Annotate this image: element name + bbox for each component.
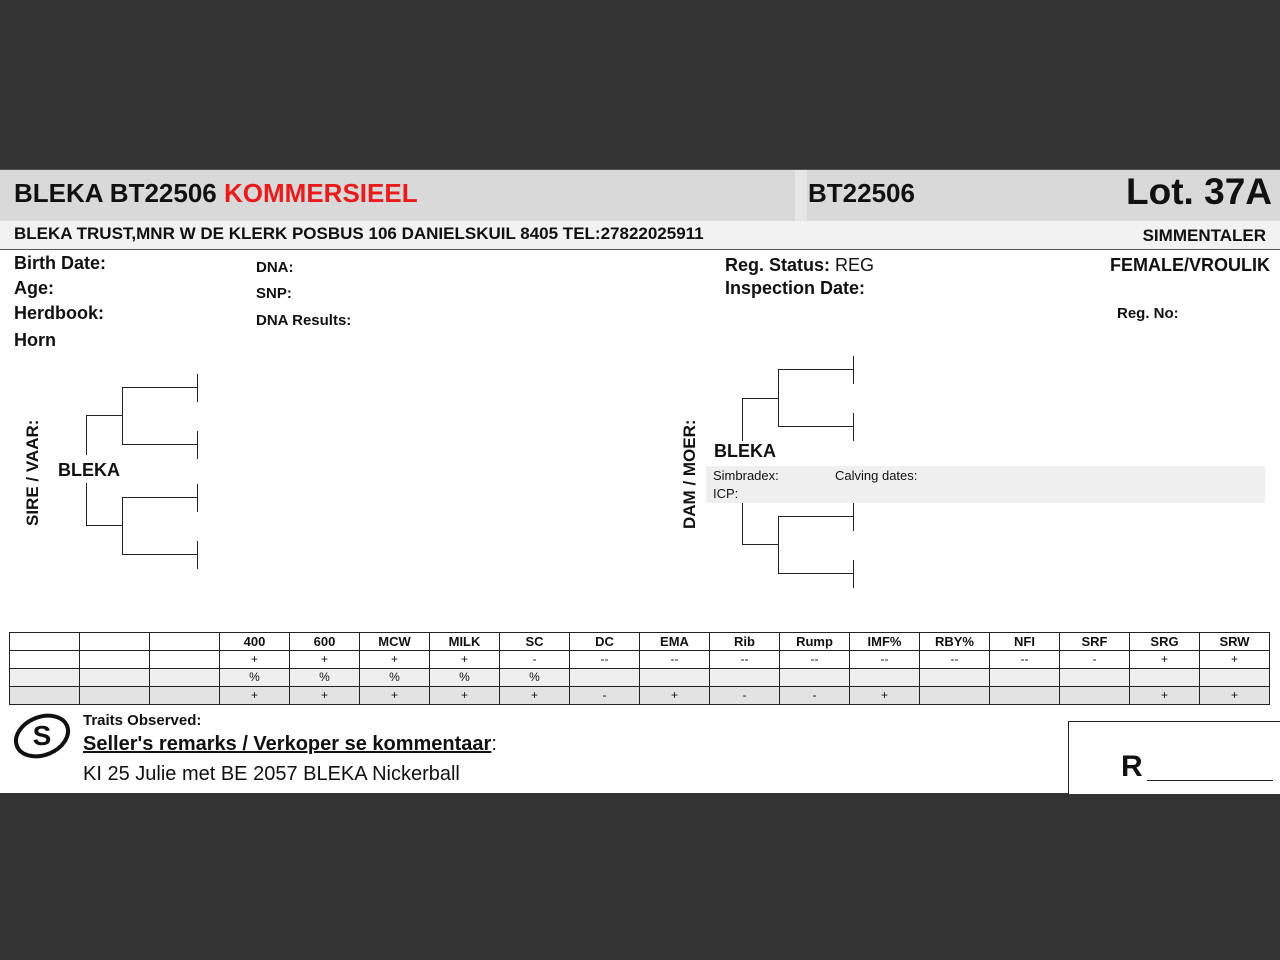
sex-label: FEMALE/VROULIK	[1110, 255, 1270, 275]
epd-cell: %	[290, 669, 360, 687]
epd-cell	[150, 669, 220, 687]
epd-row	[10, 687, 1270, 705]
epd-cell	[850, 669, 920, 687]
header-divider	[795, 170, 807, 221]
seller-logo-icon	[11, 709, 75, 765]
remarks-heading-text: Seller's remarks / Verkoper se kommentaar	[83, 733, 492, 755]
dam-name: BLEKA	[714, 441, 776, 461]
epd-cell: --	[570, 651, 640, 669]
epd-cell	[990, 687, 1060, 705]
epd-cell	[1130, 669, 1200, 687]
reg-status-label: Reg. Status:	[725, 255, 831, 275]
epd-cell	[570, 669, 640, 687]
epd-header-cell	[150, 633, 220, 651]
epd-cell: %	[430, 669, 500, 687]
epd-header-cell: SRW	[1200, 633, 1270, 651]
epd-cell: +	[1200, 687, 1270, 705]
epd-cell	[780, 669, 850, 687]
epd-cell	[150, 687, 220, 705]
birth-date-label: Birth Date:	[14, 253, 107, 273]
horn-label: Horn	[14, 330, 56, 350]
sire-name: BLEKA	[58, 460, 120, 480]
epd-cell: --	[710, 651, 780, 669]
dna-label: DNA:	[256, 259, 294, 276]
epd-cell	[10, 669, 80, 687]
owner-band	[0, 221, 1280, 250]
epd-cell: --	[640, 651, 710, 669]
epd-header-cell: DC	[570, 633, 640, 651]
epd-cell	[80, 669, 150, 687]
epd-cell	[1200, 669, 1270, 687]
epd-header-cell: SRG	[1130, 633, 1200, 651]
reg-status	[725, 255, 874, 276]
reg-status-value: REG	[835, 255, 875, 275]
reg-no-label: Reg. No:	[1117, 305, 1179, 322]
owner-details: BLEKA TRUST,MNR W DE KLERK POSBUS 106 DANIELSKUIL 8405 TEL:27822025911	[14, 224, 704, 243]
epd-cell: -	[570, 687, 640, 705]
epd-cell: -	[1060, 651, 1130, 669]
icp-label: ICP:	[713, 486, 739, 501]
epd-cell: +	[290, 651, 360, 669]
animal-code: BT22506	[808, 178, 915, 208]
traits-observed-label: Traits Observed:	[83, 712, 202, 729]
dna-results-label: DNA Results:	[256, 312, 352, 329]
epd-header-cell	[80, 633, 150, 651]
price-line	[1147, 780, 1273, 781]
epd-cell: %	[360, 669, 430, 687]
epd-header-cell: SRF	[1060, 633, 1130, 651]
epd-header-cell: IMF%	[850, 633, 920, 651]
remarks-text: KI 25 Julie met BE 2057 BLEKA Nickerball	[83, 763, 460, 785]
epd-table	[9, 632, 1270, 705]
epd-header-cell: 400	[220, 633, 290, 651]
price-box	[1068, 721, 1280, 794]
epd-cell: --	[850, 651, 920, 669]
epd-cell: +	[360, 651, 430, 669]
epd-cell	[150, 651, 220, 669]
epd-header-cell: SC	[500, 633, 570, 651]
epd-row	[10, 669, 1270, 687]
sire-label: SIRE / VAAR:	[23, 419, 42, 526]
epd-cell: +	[1200, 651, 1270, 669]
epd-cell: +	[430, 651, 500, 669]
lot-card	[0, 169, 1280, 793]
seller-logo-letter: S	[32, 720, 52, 751]
epd-cell: --	[920, 651, 990, 669]
epd-cell	[710, 669, 780, 687]
epd-cell: +	[430, 687, 500, 705]
epd-cell: +	[1130, 651, 1200, 669]
herdbook-label: Herdbook:	[14, 303, 104, 323]
epd-cell: -	[780, 687, 850, 705]
epd-cell	[1060, 669, 1130, 687]
epd-cell: %	[500, 669, 570, 687]
epd-cell: +	[220, 687, 290, 705]
epd-header-cell: RBY%	[920, 633, 990, 651]
animal-title	[14, 178, 418, 209]
epd-cell: +	[290, 687, 360, 705]
epd-cell: +	[500, 687, 570, 705]
epd-cell: --	[990, 651, 1060, 669]
dam-info-box	[706, 466, 1265, 503]
breed-label: SIMMENTALER	[1142, 226, 1266, 245]
epd-header-cell: EMA	[640, 633, 710, 651]
epd-header-row	[10, 633, 1270, 651]
epd-header-cell: MCW	[360, 633, 430, 651]
age-label: Age:	[14, 278, 54, 298]
epd-row	[10, 651, 1270, 669]
remarks-heading-colon: :	[491, 733, 497, 755]
epd-header-cell: 600	[290, 633, 360, 651]
inspection-date-label: Inspection Date:	[725, 278, 866, 298]
simbradex-label: Simbradex:	[713, 468, 779, 483]
epd-cell: --	[780, 651, 850, 669]
epd-cell	[10, 687, 80, 705]
epd-cell: -	[500, 651, 570, 669]
epd-cell	[640, 669, 710, 687]
animal-name: BLEKA BT22506	[14, 178, 217, 208]
lot-number: Lot. 37A	[1126, 171, 1272, 212]
epd-cell: -	[710, 687, 780, 705]
header-band	[0, 169, 1280, 222]
price-symbol: R	[1121, 750, 1143, 783]
epd-cell	[1060, 687, 1130, 705]
epd-cell	[990, 669, 1060, 687]
epd-cell	[80, 687, 150, 705]
epd-header-cell: MILK	[430, 633, 500, 651]
epd-cell	[920, 687, 990, 705]
calving-dates-label: Calving dates:	[835, 468, 918, 483]
epd-cell: +	[220, 651, 290, 669]
epd-cell	[80, 651, 150, 669]
epd-cell	[10, 651, 80, 669]
epd-header-cell	[10, 633, 80, 651]
snp-label: SNP:	[256, 285, 292, 302]
epd-cell: +	[1130, 687, 1200, 705]
epd-cell: +	[640, 687, 710, 705]
epd-header-cell: NFI	[990, 633, 1060, 651]
epd-header-cell: Rump	[780, 633, 850, 651]
dam-label: DAM / MOER:	[680, 419, 699, 529]
epd-cell: +	[360, 687, 430, 705]
category-label: KOMMERSIEEL	[224, 178, 418, 208]
epd-cell	[920, 669, 990, 687]
remarks-heading	[83, 733, 497, 756]
epd-cell: %	[220, 669, 290, 687]
epd-header-cell: Rib	[710, 633, 780, 651]
epd-cell: +	[850, 687, 920, 705]
